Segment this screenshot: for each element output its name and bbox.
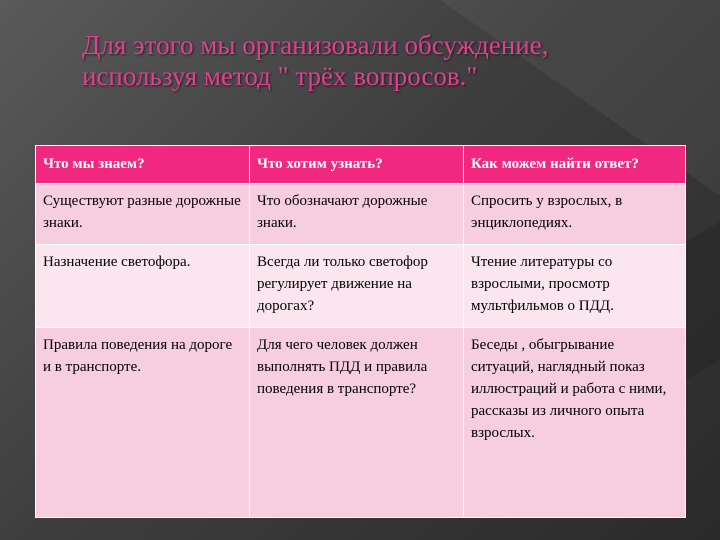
table-row: [36, 184, 686, 245]
table-cell: Существуют разные дорожные знаки.: [36, 184, 250, 245]
table-cell: Назначение светофора.: [36, 245, 250, 328]
table-row: [36, 245, 686, 328]
table-cell: Чтение литературы со взрослыми, просмотр мультфильмов о ПДД.: [464, 245, 686, 328]
slide-title: [82, 30, 662, 92]
table-header-row: [36, 146, 686, 184]
table-cell: Что обозначают дорожные знаки.: [250, 184, 464, 245]
table-cell: Правила поведения на дороге и в транспорте.: [36, 328, 250, 518]
slide-title-line-2: используя метод " трёх вопросов.": [82, 61, 478, 91]
table-cell: Беседы , обыгрывание ситуаций, наглядный показ иллюстраций и работа с ними, рассказы из личного опыта взрослых.: [464, 328, 686, 518]
header-how-to-find-answer: Как можем найти ответ?: [464, 146, 686, 184]
table-row: [36, 328, 686, 518]
header-what-we-want-to-know: Что хотим узнать?: [250, 146, 464, 184]
table-cell: Всегда ли только светофор регулирует движение на дорогах?: [250, 245, 464, 328]
three-questions-table: [35, 145, 686, 518]
table-cell: Для чего человек должен выполнять ПДД и правила поведения в транспорте?: [250, 328, 464, 518]
table-cell: Спросить у взрослых, в энциклопедиях.: [464, 184, 686, 245]
header-what-we-know: Что мы знаем?: [36, 146, 250, 184]
slide-title-line-1: Для этого мы организовали обсуждение,: [82, 30, 549, 60]
